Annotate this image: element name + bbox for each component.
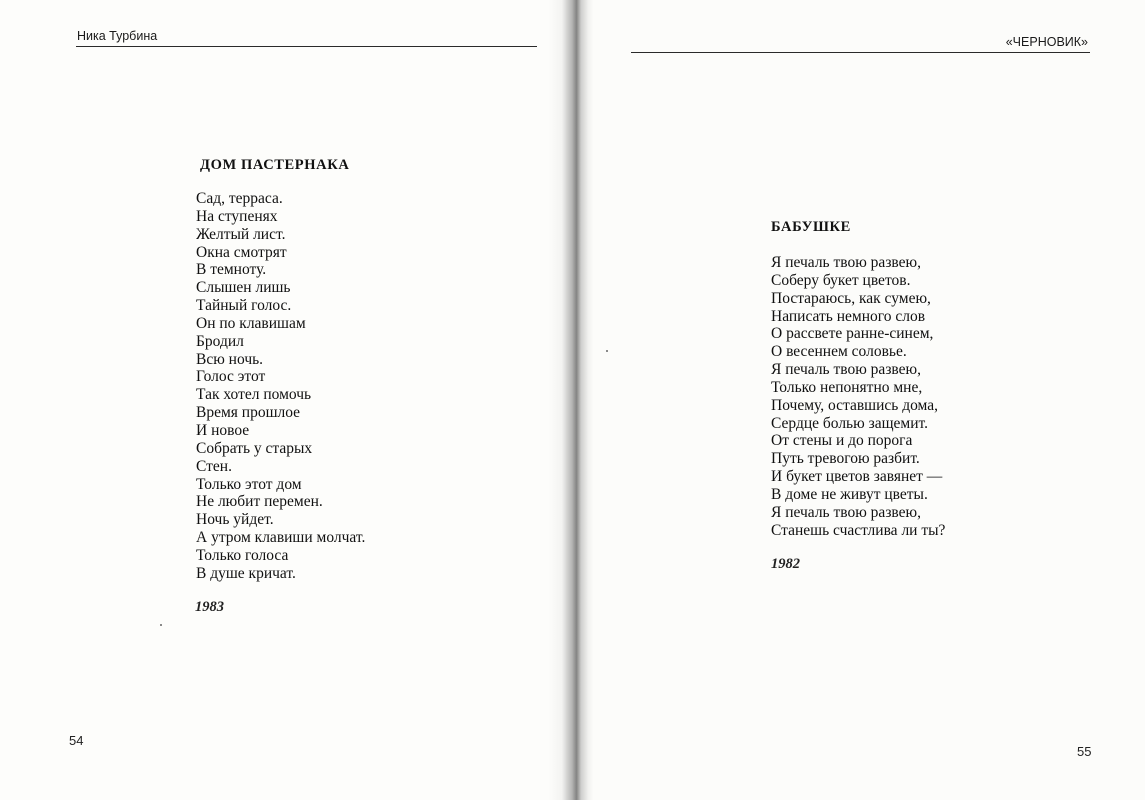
left-page (0, 0, 566, 800)
poem-line: Постараюсь, как сумею, (771, 289, 931, 307)
poem-line: А утром клавиши молчат. (196, 529, 366, 547)
poem-line: Тайный голос. (196, 297, 292, 315)
poem-line: Окна смотрят (196, 243, 287, 261)
poem-line: Желтый лист. (196, 225, 286, 243)
poem-text (771, 254, 945, 540)
running-head-author: Ника Турбина (77, 29, 158, 43)
poem-line: Сердце болью защемит. (771, 414, 928, 432)
poem-line: И букет цветов завянет — (771, 468, 943, 486)
poem-line: Бродил (196, 332, 244, 350)
poem-line: Только голоса (196, 546, 289, 564)
poem-line: О рассвете ранне-синем, (771, 325, 934, 343)
book-gutter-shadow (548, 0, 594, 800)
poem-line: Почему, оставшись дома, (771, 396, 939, 414)
poem-date: 1982 (771, 556, 800, 572)
print-speck (160, 624, 162, 626)
poem-line: Слышен лишь (196, 279, 291, 297)
poem-date: 1983 (195, 599, 224, 615)
right-page (566, 0, 1145, 800)
poem-line: Только непонятно мне, (771, 378, 923, 396)
page-number: 54 (69, 733, 84, 748)
poem-line: Собрать у старых (196, 439, 313, 457)
poem-title: БАБУШКЕ (771, 219, 851, 235)
poem-line: Не любит перемен. (196, 493, 323, 511)
poem-line: Станешь счастлива ли ты? (771, 521, 946, 539)
poem-line: Так хотел помочь (196, 386, 312, 404)
poem-text (196, 190, 365, 583)
poem-line: В темноту. (196, 261, 267, 279)
header-rule (631, 52, 1090, 53)
poem-line: И новое (196, 421, 250, 439)
poem-line: Ночь уйдет. (196, 511, 274, 529)
poem-line: О весеннем соловье. (771, 343, 907, 361)
poem-line: Стен. (196, 457, 232, 475)
poem-line: От стены и до порога (771, 432, 913, 450)
poem-line: Написать немного слов (771, 307, 926, 325)
poem-line: Я печаль твою развею, (771, 503, 921, 521)
poem-title: ДОМ ПАСТЕРНАКА (200, 157, 350, 173)
poem-line: Сад, терраса. (196, 190, 283, 207)
poem-line: Голос этот (196, 368, 266, 386)
poem-line: Время прошлое (196, 404, 301, 422)
poem-line: В доме не живут цветы. (771, 485, 928, 503)
poem-line: Соберу букет цветов. (771, 271, 911, 289)
running-head-section: «ЧЕРНОВИК» (1005, 35, 1088, 49)
poem-line: Он по клавишам (196, 314, 306, 332)
poem-line: В душе кричат. (196, 564, 296, 582)
poem-line: На ступенях (196, 207, 278, 225)
poem-line: Я печаль твою развею, (771, 254, 921, 271)
poem-line: Путь тревогою разбит. (771, 450, 920, 468)
poem-line: Я печаль твою развею, (771, 361, 921, 379)
poem-line: Всю ночь. (196, 350, 264, 368)
header-rule (76, 46, 537, 47)
print-speck (606, 350, 608, 352)
page-number: 55 (1077, 744, 1092, 759)
poem-line: Только этот дом (196, 475, 302, 493)
